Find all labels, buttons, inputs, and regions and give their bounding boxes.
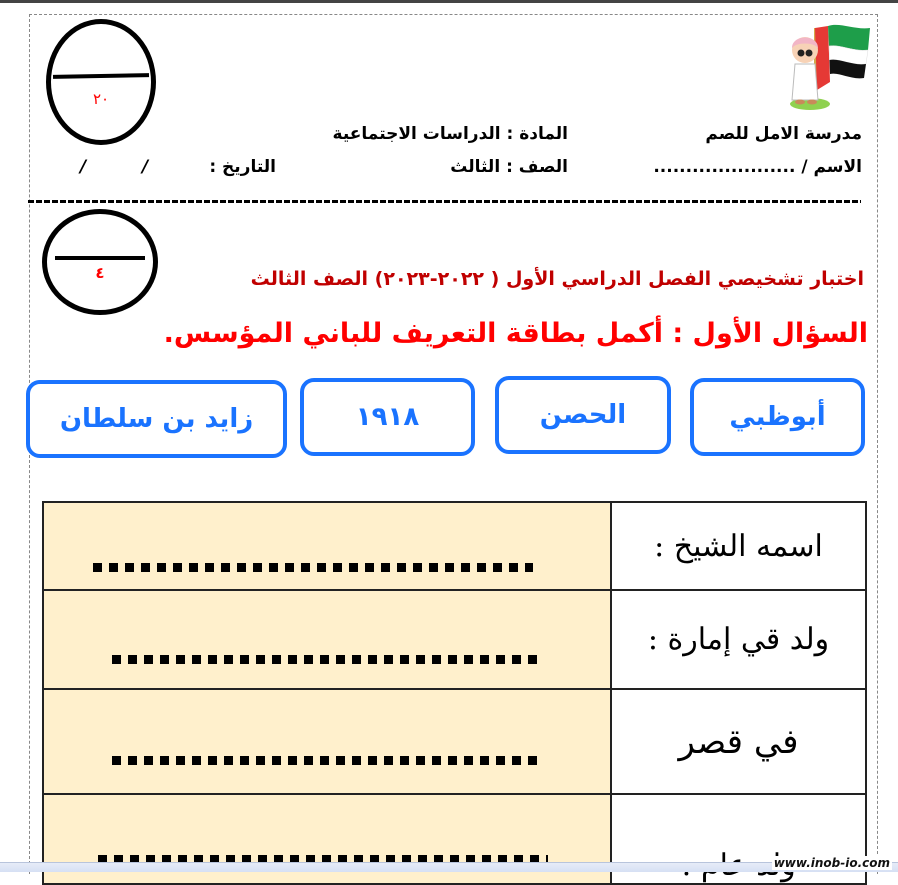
window-top-bar	[0, 0, 898, 3]
answer-field[interactable]	[43, 590, 611, 689]
subject-label: المادة : الدراسات الاجتماعية	[332, 124, 568, 144]
id-card-table	[42, 501, 867, 885]
answer-dots	[112, 756, 542, 765]
word-bank-item[interactable]: زايد بن سلطان	[26, 380, 287, 458]
answer-dots	[93, 563, 533, 572]
total-score-denominator: ٢٠	[92, 90, 110, 108]
section-score-circle	[42, 209, 158, 315]
word-bank-item[interactable]: ١٩١٨	[300, 378, 475, 456]
table-row	[43, 689, 866, 794]
exam-title: اختبار تشخيصي الفصل الدراسي الأول ( ٢٠٢٢-٢٠٢٣) الصف الثالث	[250, 268, 864, 290]
school-name: مدرسة الامل للصم	[705, 124, 862, 144]
date-label: التاريخ :	[209, 157, 276, 177]
date-slash: /	[80, 157, 87, 177]
question-1-prompt: السؤال الأول : أكمل بطاقة التعريف للباني المؤسس.	[163, 318, 868, 349]
answer-field[interactable]	[43, 689, 611, 794]
section-score-denominator: ٤	[95, 264, 105, 282]
word-bank-item[interactable]: أبوظبي	[690, 378, 865, 456]
table-row	[43, 502, 866, 590]
watermark: www.inob-io.com	[773, 856, 890, 870]
row-label: اسمه الشيخ :	[611, 502, 866, 590]
row-label: ولد قي إمارة :	[611, 590, 866, 689]
date-slash: /	[142, 157, 149, 177]
answer-field[interactable]	[43, 502, 611, 590]
separator-line	[28, 200, 861, 203]
grade-label: الصف : الثالث	[450, 157, 568, 177]
student-name-field[interactable]: الاسم / ......................	[653, 157, 862, 177]
table-row	[43, 590, 866, 689]
total-score-circle	[46, 19, 156, 145]
word-bank-item[interactable]: الحصن	[495, 376, 671, 454]
answer-dots	[112, 655, 542, 664]
row-label: في قصر	[611, 689, 866, 794]
boy-with-uae-flag-icon	[778, 20, 873, 112]
